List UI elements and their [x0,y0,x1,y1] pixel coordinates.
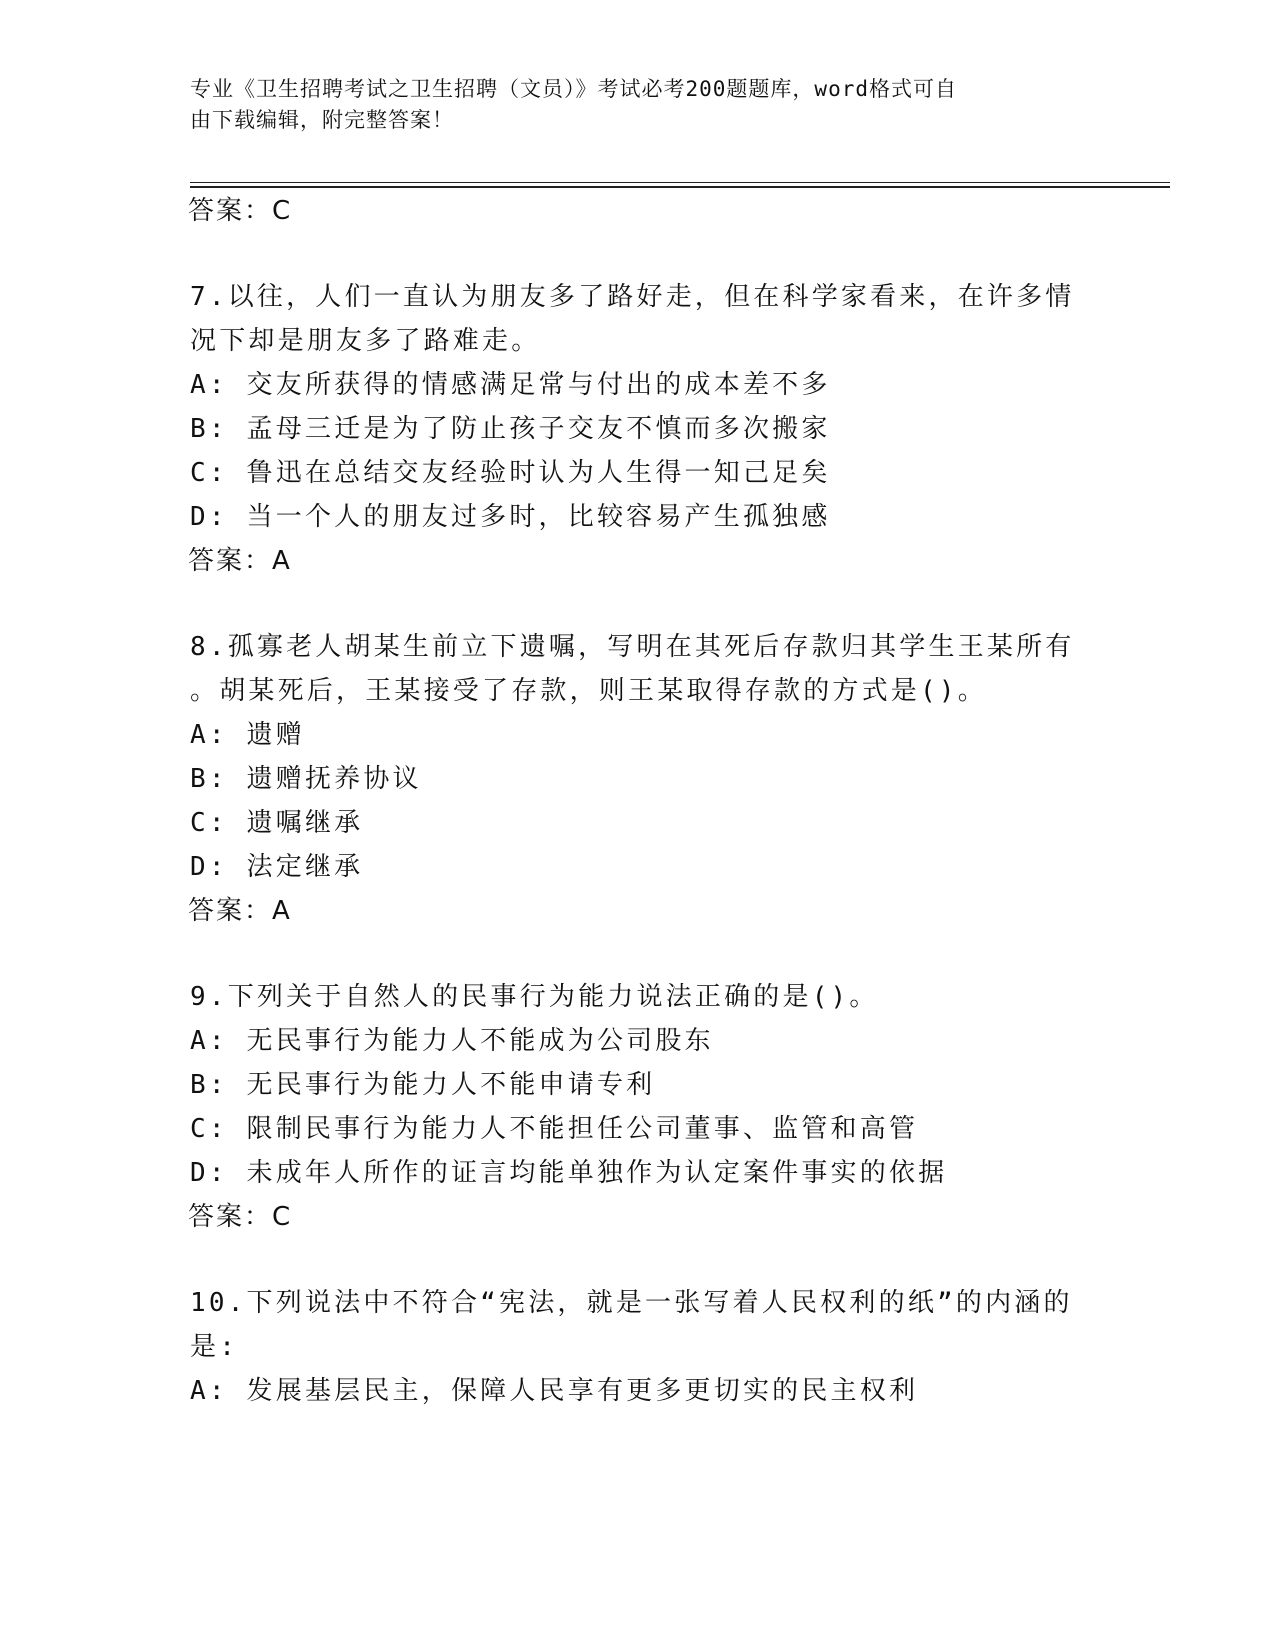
q9-option-b: B: 无民事行为能力人不能申请专利 [190,1070,656,1100]
answer-prev: 答案：C [188,196,293,226]
q8-answer: 答案：A [188,896,292,926]
q10-option-a: A: 发展基层民主，保障人民享有更多更切实的民主权利 [190,1376,919,1406]
q8-option-c: C: 遗嘱继承 [190,808,364,838]
q7-option-b: B: 孟母三迁是为了防止孩子交友不慎而多次搬家 [190,414,831,444]
q10-stem-line-1: 10.下列说法中不符合“宪法，就是一张写着人民权利的纸”的内涵的 [190,1288,1073,1318]
q8-stem-line-1: 8.孤寡老人胡某生前立下遗嘱，写明在其死后存款归其学生王某所有 [190,632,1075,662]
q7-answer: 答案：A [188,546,292,576]
q9-option-c: C: 限制民事行为能力人不能担任公司董事、监管和高管 [190,1114,919,1144]
q8-option-a: A: 遗赠 [190,720,305,750]
header-line-2: 由下载编辑，附完整答案！ [190,108,454,132]
q7-stem-line-1: 7.以往，人们一直认为朋友多了路好走，但在科学家看来，在许多情 [190,282,1075,312]
q8-stem-line-2: 。胡某死后，王某接受了存款，则王某取得存款的方式是()。 [190,676,987,706]
q8-option-d: D: 法定继承 [190,852,364,882]
q9-option-a: A: 无民事行为能力人不能成为公司股东 [190,1026,714,1056]
q7-stem-line-2: 况下却是朋友多了路难走。 [190,326,541,356]
q9-option-d: D: 未成年人所作的证言均能单独作为认定案件事实的依据 [190,1158,948,1188]
header-rule-thin [190,182,1170,183]
header-rule-thick [190,186,1170,188]
q7-option-a: A: 交友所获得的情感满足常与付出的成本差不多 [190,370,831,400]
q7-option-c: C: 鲁迅在总结交友经验时认为人生得一知己足矣 [190,458,831,488]
q8-option-b: B: 遗赠抚养协议 [190,764,422,794]
document-header [190,74,1070,136]
q10-stem-line-2: 是: [190,1332,239,1362]
q9-stem-line-1: 9.下列关于自然人的民事行为能力说法正确的是()。 [190,982,879,1012]
header-line-1: 专业《卫生招聘考试之卫生招聘（文员）》考试必考200题题库，word格式可自 [190,77,957,101]
q9-answer: 答案：C [188,1202,293,1232]
q7-option-d: D: 当一个人的朋友过多时，比较容易产生孤独感 [190,502,831,532]
